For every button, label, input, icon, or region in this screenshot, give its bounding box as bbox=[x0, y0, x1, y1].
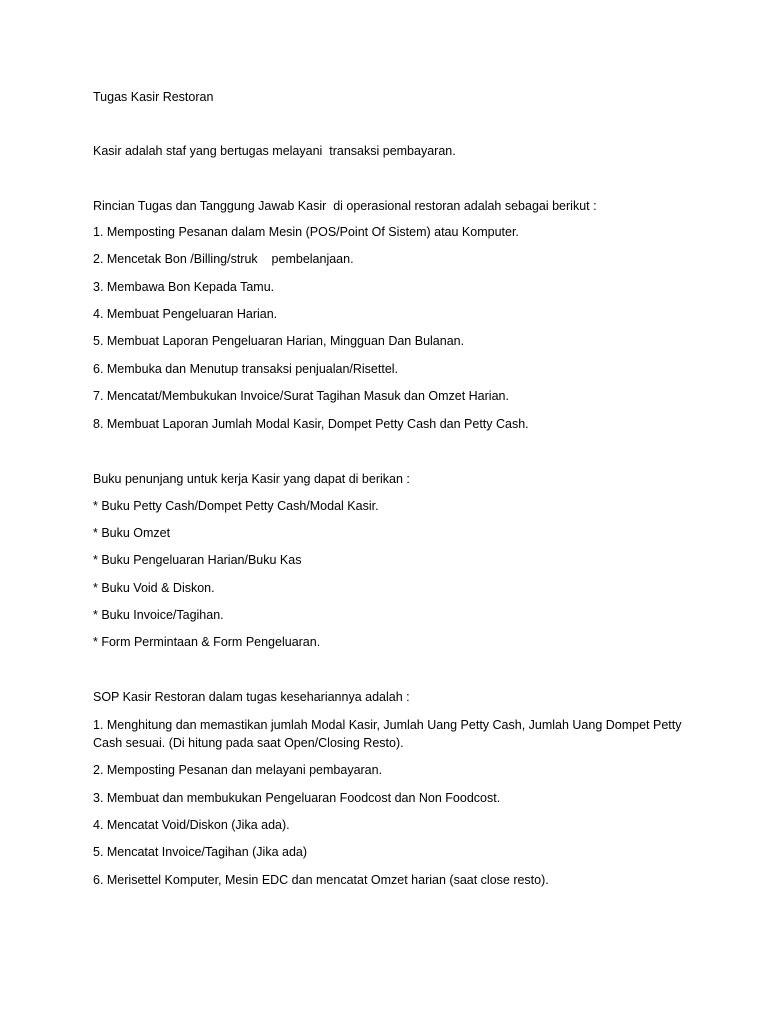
sop-item: 5. Mencatat Invoice/Tagihan (Jika ada) bbox=[93, 845, 308, 859]
sop-item: 3. Membuat dan membukukan Pengeluaran Foodcost dan Non Foodcost. bbox=[93, 791, 501, 805]
intro-paragraph: Kasir adalah staf yang bertugas melayani transaksi pembayaran. bbox=[93, 144, 456, 158]
sop-heading: SOP Kasir Restoran dalam tugas kesehariannya adalah : bbox=[93, 690, 410, 704]
duty-item: 8. Membuat Laporan Jumlah Modal Kasir, Dompet Petty Cash dan Petty Cash. bbox=[93, 417, 529, 431]
sop-item: 4. Mencatat Void/Diskon (Jika ada). bbox=[93, 818, 290, 832]
book-item: * Buku Pengeluaran Harian/Buku Kas bbox=[93, 553, 302, 567]
duty-item: 5. Membuat Laporan Pengeluaran Harian, Mingguan Dan Bulanan. bbox=[93, 334, 465, 348]
duty-item: 2. Mencetak Bon /Billing/struk pembelanjaan. bbox=[93, 252, 354, 266]
books-heading: Buku penunjang untuk kerja Kasir yang dapat di berikan : bbox=[93, 472, 410, 486]
book-item: * Buku Invoice/Tagihan. bbox=[93, 608, 224, 622]
sop-item: 6. Merisettel Komputer, Mesin EDC dan mencatat Omzet harian (saat close resto). bbox=[93, 873, 549, 887]
duty-item: 7. Mencatat/Membukukan Invoice/Surat Tagihan Masuk dan Omzet Harian. bbox=[93, 389, 509, 403]
sop-item: 1. Menghitung dan memastikan jumlah Modal Kasir, Jumlah Uang Petty Cash, Jumlah Uang Dompet Petty Cash sesuai. (Di hitung pada saat Open/Closing Resto). bbox=[93, 718, 685, 750]
sop-item: 2. Memposting Pesanan dan melayani pembayaran. bbox=[93, 763, 383, 777]
duty-item: 6. Membuka dan Menutup transaksi penjualan/Risettel. bbox=[93, 362, 399, 376]
book-item: * Buku Void & Diskon. bbox=[93, 581, 215, 595]
book-item: * Form Permintaan & Form Pengeluaran. bbox=[93, 635, 321, 649]
duty-item: 4. Membuat Pengeluaran Harian. bbox=[93, 307, 278, 321]
duties-heading: Rincian Tugas dan Tanggung Jawab Kasir di operasional restoran adalah sebagai berikut : bbox=[93, 199, 597, 213]
book-item: * Buku Petty Cash/Dompet Petty Cash/Modal Kasir. bbox=[93, 499, 379, 513]
book-item: * Buku Omzet bbox=[93, 526, 171, 540]
document-title: Tugas Kasir Restoran bbox=[93, 90, 214, 104]
duty-item: 1. Memposting Pesanan dalam Mesin (POS/Point Of Sistem) atau Komputer. bbox=[93, 225, 519, 239]
duty-item: 3. Membawa Bon Kepada Tamu. bbox=[93, 280, 275, 294]
